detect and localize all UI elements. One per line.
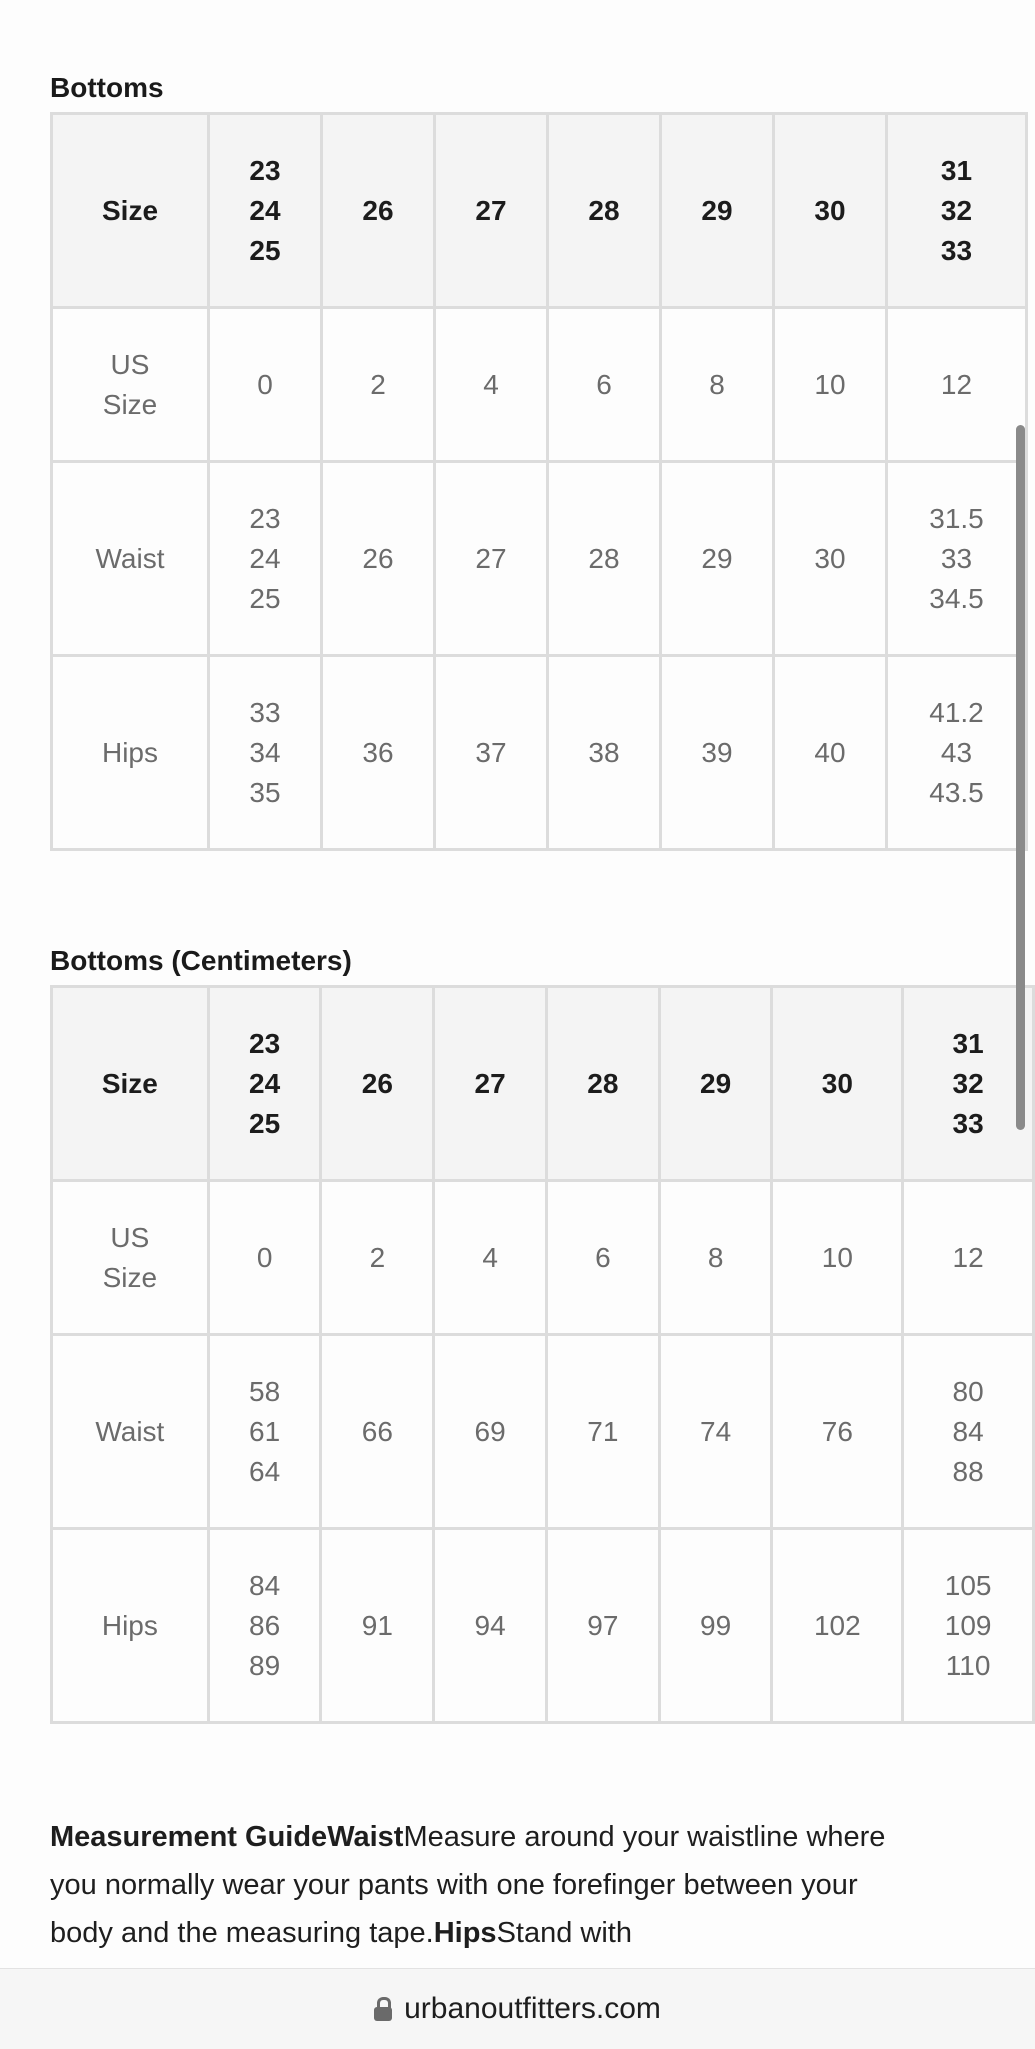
cell-text: 27 xyxy=(474,1067,506,1099)
guide-hips-label: Hips xyxy=(433,1917,497,1949)
table-cell xyxy=(434,1529,547,1723)
table-cell xyxy=(435,462,548,656)
header-cell xyxy=(321,987,434,1181)
cell-text: 64 xyxy=(249,1455,281,1487)
cell-text: 69 xyxy=(474,1415,506,1447)
table-cell xyxy=(209,462,322,656)
lock-icon xyxy=(374,1997,392,2021)
header-cell xyxy=(435,114,548,308)
table-cell xyxy=(434,1335,547,1529)
cell-text: 31.5 xyxy=(929,502,984,534)
table-cell xyxy=(659,1181,772,1335)
table-cell xyxy=(434,1181,547,1335)
cell-text: 25 xyxy=(249,234,281,266)
table-header-row xyxy=(52,987,1034,1181)
table-row xyxy=(52,462,1027,656)
cell-text: 80 xyxy=(952,1375,984,1407)
header-cell xyxy=(887,114,1027,308)
header-label: Size xyxy=(52,987,209,1181)
cell-text: 34 xyxy=(249,736,281,768)
cell-text: 23 xyxy=(249,154,281,186)
cell-text: Size xyxy=(102,388,158,420)
cell-text: 66 xyxy=(361,1415,393,1447)
section-title-bottoms: Bottoms xyxy=(50,72,164,103)
table-cell xyxy=(321,1335,434,1529)
cell-text: 29 xyxy=(700,1067,732,1099)
table-cell xyxy=(209,308,322,462)
section-title-bottoms-cm: Bottoms (Centimeters) xyxy=(50,945,352,976)
cell-text: 25 xyxy=(249,1107,281,1139)
table-cell xyxy=(772,1181,903,1335)
cell-text: 110 xyxy=(945,1649,991,1681)
cell-text: 32 xyxy=(952,1067,984,1099)
cell-text: 33 xyxy=(952,1107,984,1139)
cell-text: 43 xyxy=(940,736,973,768)
header-cell xyxy=(546,987,659,1181)
row-label xyxy=(52,656,209,850)
cell-text: 4 xyxy=(482,1241,498,1273)
table-cell xyxy=(321,1181,434,1335)
cell-text: 24 xyxy=(249,542,281,574)
row-label xyxy=(52,462,209,656)
cell-text: 27 xyxy=(475,542,507,574)
cell-text: 89 xyxy=(249,1649,281,1681)
table-cell xyxy=(322,308,435,462)
cell-text: 32 xyxy=(940,194,973,226)
cell-text: 4 xyxy=(483,368,499,400)
row-label xyxy=(52,1529,209,1723)
browser-address-bar[interactable] xyxy=(0,1968,1035,2049)
cell-text: 31 xyxy=(952,1027,984,1059)
cell-text: 2 xyxy=(370,368,386,400)
table-cell xyxy=(548,462,661,656)
table-header-row xyxy=(52,114,1027,308)
cell-text: 8 xyxy=(707,1241,724,1273)
table-cell xyxy=(548,308,661,462)
cell-text: 28 xyxy=(588,542,620,574)
cell-text: 36 xyxy=(362,736,394,768)
table-row xyxy=(52,1181,1034,1335)
cell-text: 28 xyxy=(587,1067,619,1099)
cell-text: 8 xyxy=(709,368,725,400)
guide-waist-text: Measure around your waistline where you normally wear your pants with one forefinger between your body and the measuring tape. xyxy=(50,1821,886,1949)
cell-text: 0 xyxy=(256,1241,273,1273)
table-cell xyxy=(887,656,1027,850)
cell-text: 76 xyxy=(821,1415,853,1447)
cell-text: 34.5 xyxy=(929,582,984,614)
table-cell xyxy=(774,656,887,850)
table-cell xyxy=(772,1529,903,1723)
guide-heading: Measurement Guide xyxy=(50,1821,328,1853)
cell-text: 23 xyxy=(249,502,281,534)
table-cell xyxy=(546,1181,659,1335)
header-cell xyxy=(322,114,435,308)
cell-text: Size xyxy=(102,1261,158,1293)
table-cell xyxy=(546,1335,659,1529)
header-cell xyxy=(659,987,772,1181)
cell-text: 12 xyxy=(952,1241,984,1273)
cell-text: 23 xyxy=(249,1027,281,1059)
table-cell xyxy=(661,462,774,656)
cell-text: 33 xyxy=(940,542,973,574)
table-cell xyxy=(208,1335,321,1529)
header-cell xyxy=(208,987,321,1181)
cell-text: 61 xyxy=(249,1415,281,1447)
cell-text: Waist xyxy=(95,1415,165,1447)
table-cell xyxy=(887,462,1027,656)
size-table-inches xyxy=(50,112,1028,851)
table-cell xyxy=(209,656,322,850)
header-label: Size xyxy=(52,114,209,308)
cell-text: 6 xyxy=(596,368,612,400)
cell-text: Hips xyxy=(101,736,158,768)
cell-text: 12 xyxy=(940,368,973,400)
cell-text: 26 xyxy=(361,1067,393,1099)
table-cell xyxy=(887,308,1027,462)
cell-text: 84 xyxy=(249,1569,281,1601)
cell-text: 99 xyxy=(700,1609,732,1641)
cell-text: 26 xyxy=(362,194,394,226)
guide-hips-text: Stand with xyxy=(496,1917,632,1949)
table-cell xyxy=(774,462,887,656)
table-cell xyxy=(322,462,435,656)
cell-text: 35 xyxy=(249,776,281,808)
cell-text: Hips xyxy=(101,1609,158,1641)
cell-text: 29 xyxy=(701,542,733,574)
table-cell xyxy=(903,1181,1034,1335)
cell-text: 10 xyxy=(821,1241,853,1273)
row-label xyxy=(52,1335,209,1529)
cell-text: 71 xyxy=(587,1415,619,1447)
table-cell xyxy=(322,656,435,850)
table-row xyxy=(52,1335,1034,1529)
cell-text: 102 xyxy=(813,1609,861,1641)
cell-text: US xyxy=(110,1221,150,1253)
cell-text: 43.5 xyxy=(929,776,984,808)
header-cell xyxy=(434,987,547,1181)
cell-text: 41.2 xyxy=(929,696,984,728)
header-cell xyxy=(209,114,322,308)
cell-text: 29 xyxy=(701,194,733,226)
url-text[interactable]: urbanoutfitters.com xyxy=(404,1992,661,2025)
cell-text: 91 xyxy=(361,1609,393,1641)
cell-text: 38 xyxy=(588,736,620,768)
table-cell xyxy=(208,1181,321,1335)
header-cell xyxy=(548,114,661,308)
table-cell xyxy=(774,308,887,462)
cell-text: 28 xyxy=(588,194,620,226)
table-cell xyxy=(661,656,774,850)
header-cell xyxy=(661,114,774,308)
table-cell xyxy=(548,656,661,850)
cell-text: 33 xyxy=(249,696,281,728)
guide-waist-label: Waist xyxy=(327,1821,404,1853)
header-cell xyxy=(903,987,1034,1181)
cell-text: 40 xyxy=(814,736,846,768)
table-cell xyxy=(659,1529,772,1723)
cell-text: 33 xyxy=(940,234,973,266)
cell-text: 97 xyxy=(587,1609,619,1641)
cell-text: 31 xyxy=(940,154,973,186)
measurement-guide xyxy=(50,1813,910,1957)
cell-text: 58 xyxy=(249,1375,281,1407)
scrollbar[interactable] xyxy=(1016,425,1025,1130)
cell-text: 109 xyxy=(944,1609,992,1641)
cell-text: 10 xyxy=(814,368,846,400)
cell-text: 105 xyxy=(944,1569,992,1601)
table-cell xyxy=(659,1335,772,1529)
cell-text: US xyxy=(110,348,150,380)
table-row xyxy=(52,656,1027,850)
cell-text: 24 xyxy=(249,194,281,226)
cell-text: 37 xyxy=(475,736,507,768)
cell-text: 88 xyxy=(952,1455,984,1487)
cell-text: 30 xyxy=(821,1067,853,1099)
table-row xyxy=(52,1529,1034,1723)
table-cell xyxy=(321,1529,434,1723)
table-row xyxy=(52,308,1027,462)
table-cell xyxy=(661,308,774,462)
cell-text: 30 xyxy=(814,542,846,574)
table-cell xyxy=(435,308,548,462)
cell-text: 86 xyxy=(249,1609,281,1641)
row-label xyxy=(52,308,209,462)
cell-text: 27 xyxy=(475,194,507,226)
cell-text: 2 xyxy=(369,1241,386,1273)
table-cell xyxy=(546,1529,659,1723)
table-cell xyxy=(903,1529,1034,1723)
cell-text: 39 xyxy=(701,736,733,768)
cell-text: 94 xyxy=(474,1609,506,1641)
cell-text: 24 xyxy=(249,1067,281,1099)
cell-text: 74 xyxy=(700,1415,732,1447)
cell-text: Waist xyxy=(95,542,165,574)
table-cell xyxy=(435,656,548,850)
cell-text: 26 xyxy=(362,542,394,574)
cell-text: 84 xyxy=(952,1415,984,1447)
cell-text: 0 xyxy=(257,368,273,400)
cell-text: 30 xyxy=(814,194,846,226)
size-table-centimeters xyxy=(50,985,1035,1724)
table-cell xyxy=(903,1335,1034,1529)
cell-text: 6 xyxy=(595,1241,611,1273)
table-cell xyxy=(772,1335,903,1529)
row-label xyxy=(52,1181,209,1335)
header-cell xyxy=(774,114,887,308)
table-cell xyxy=(208,1529,321,1723)
header-cell xyxy=(772,987,903,1181)
cell-text: 25 xyxy=(249,582,281,614)
